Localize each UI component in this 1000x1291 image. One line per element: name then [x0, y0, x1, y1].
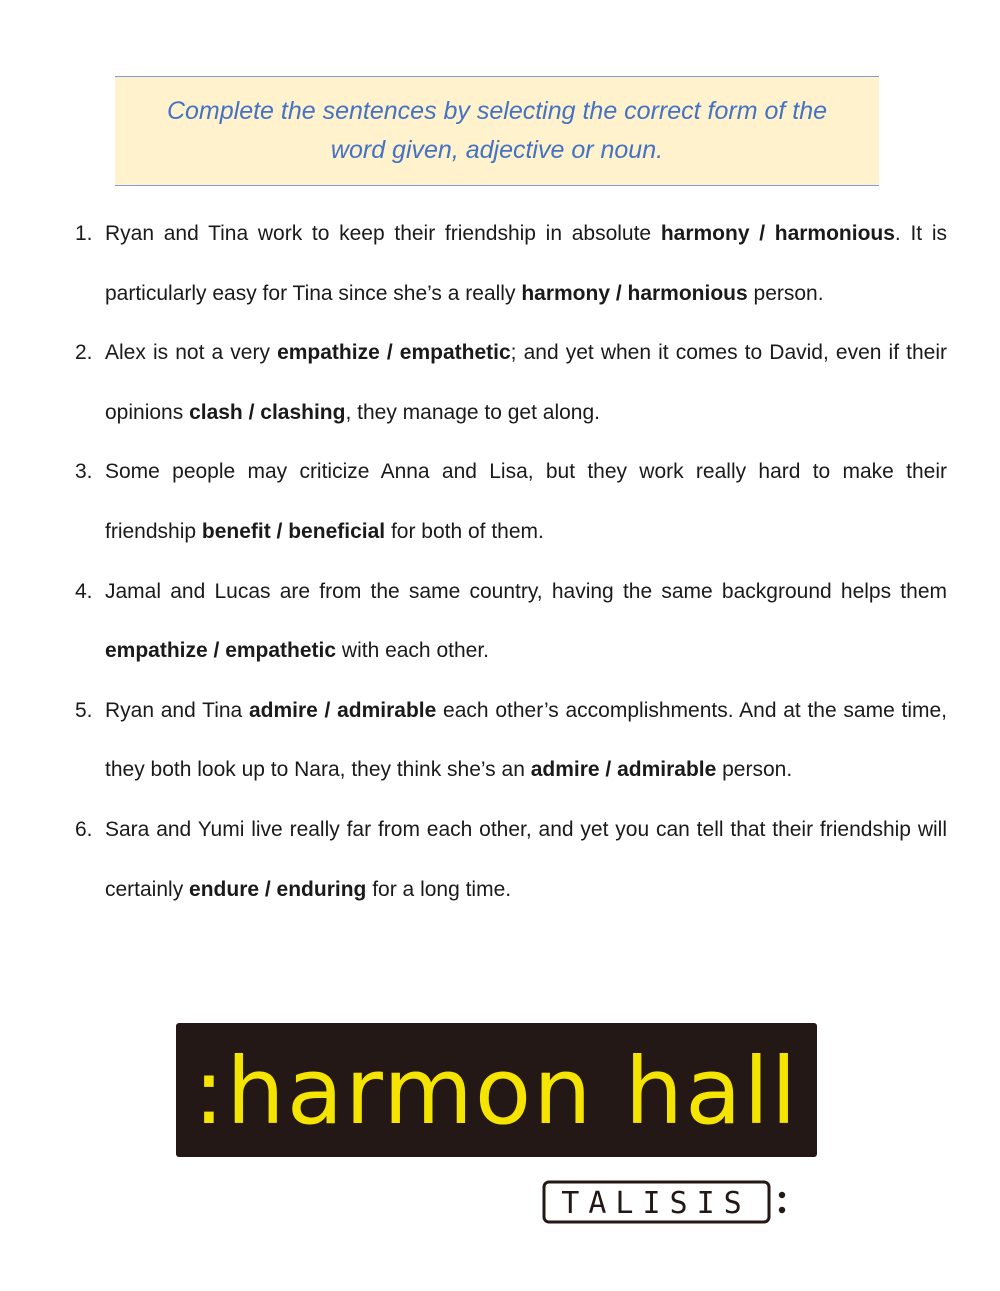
- item-sentence: [105, 580, 947, 663]
- sentence-text: Ryan and Tina work to keep their friendship in absolute: [105, 222, 661, 245]
- exercise-item: [75, 800, 947, 919]
- sentence-text: Ryan and Tina: [105, 698, 249, 722]
- word-choice[interactable]: benefit / beneficial: [201, 519, 386, 543]
- instruction-text: Complete the sentences by selecting the correct form of the word given, adjective or noun.: [166, 97, 828, 164]
- word-choice[interactable]: harmony / harmonious: [521, 281, 748, 305]
- svg-text:TALISIS: TALISIS: [561, 1186, 751, 1221]
- sentence-text: ; and yet when it comes to David, even if their opinions: [105, 341, 948, 424]
- item-sentence: [105, 341, 947, 424]
- exercise-item: [75, 204, 947, 323]
- sentence-text: , they manage to get along.: [345, 400, 600, 424]
- item-number: 6.: [75, 817, 93, 841]
- word-choice[interactable]: admire / admirable: [248, 698, 437, 722]
- sentence-text: Jamal and Lucas are from the same country, having the same background helps them: [105, 579, 947, 603]
- sentence-text: person.: [747, 281, 824, 305]
- sentence-text: each other’s accomplishments. And at the same time, they both look up to Nara, they think she’s an: [105, 698, 947, 782]
- item-number: 3.: [75, 460, 93, 484]
- exercise-item: [75, 562, 947, 681]
- word-choice[interactable]: empathize / empathetic: [277, 341, 511, 365]
- instruction-box: [115, 76, 879, 186]
- item-number: 5.: [75, 698, 93, 722]
- sentence-text: for a long time.: [366, 877, 512, 901]
- item-number: 1.: [75, 222, 93, 245]
- sentence-text: Some people may criticize Anna and Lisa, but they work really hard to make their friendship: [105, 460, 947, 543]
- sentence-text: with each other.: [336, 639, 489, 663]
- word-choice[interactable]: harmony / harmonious: [660, 222, 895, 245]
- harmon-hall-logo: [176, 1023, 817, 1157]
- svg-text::harmon hall: :harmon hall: [193, 1038, 799, 1145]
- word-choice[interactable]: empathize / empathetic: [105, 639, 337, 663]
- exercise-item: [75, 681, 947, 800]
- word-choice[interactable]: endure / enduring: [189, 877, 367, 901]
- sentence-text: for both of them.: [385, 519, 544, 543]
- item-number: 4.: [75, 579, 93, 603]
- sentence-text: Sara and Yumi live really far from each other, and yet you can tell that their friendship will certainly: [105, 817, 947, 901]
- item-sentence: [105, 222, 947, 305]
- sentence-text: Alex is not a very: [105, 341, 278, 365]
- item-number: 2.: [75, 341, 93, 365]
- item-sentence: [105, 460, 947, 543]
- sentence-text: . It is particularly easy for Tina since she’s a really: [105, 222, 947, 305]
- word-choice[interactable]: admire / admirable: [530, 758, 717, 782]
- item-sentence: [105, 699, 947, 782]
- talisis-logo: [542, 1180, 792, 1231]
- item-sentence: [105, 818, 947, 901]
- exercise-item: [75, 323, 947, 442]
- word-choice[interactable]: clash / clashing: [189, 400, 346, 424]
- exercise-list: [75, 204, 947, 919]
- exercise-item: [75, 442, 947, 561]
- sentence-text: person.: [716, 758, 793, 782]
